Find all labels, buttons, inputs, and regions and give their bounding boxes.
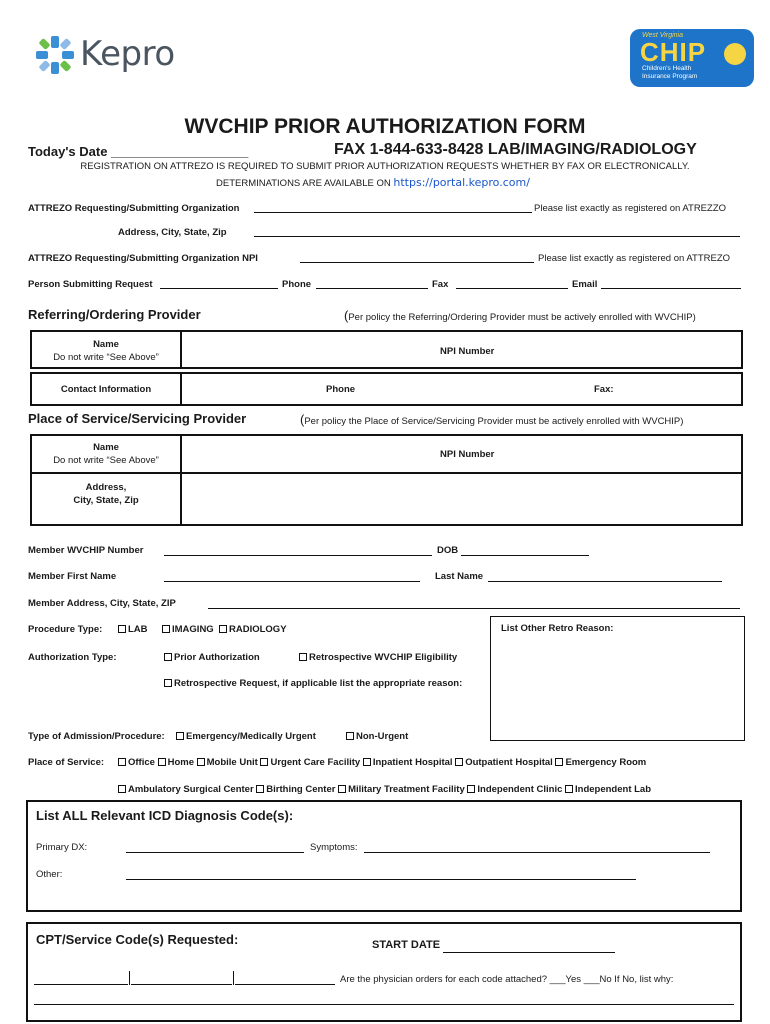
wvchip-logo-smile-icon xyxy=(724,43,746,65)
servicing-policy xyxy=(300,412,683,427)
pos-military-option[interactable] xyxy=(338,784,465,795)
icd-other-label: Other: xyxy=(36,869,63,880)
icd-section xyxy=(26,800,742,912)
icd-primary-field[interactable] xyxy=(126,852,304,853)
servicing-address-cell xyxy=(30,474,182,526)
servicing-npi-label: NPI Number xyxy=(440,449,495,460)
auth-prior-option[interactable] xyxy=(164,652,260,663)
determinations-text: DETERMINATIONS ARE AVAILABLE ON xyxy=(216,178,391,189)
org-address-field[interactable] xyxy=(254,236,740,237)
pos-row-1 xyxy=(118,757,646,768)
inpatient-checkbox-icon[interactable] xyxy=(363,758,371,766)
org-note: Please list exactly as registered on ATREZZO xyxy=(534,203,727,214)
person-phone-label: Phone xyxy=(282,279,312,290)
emergency-label: Emergency/Medically Urgent xyxy=(186,731,316,742)
admission-emergency-option[interactable] xyxy=(176,731,316,742)
servicing-name-note: Do not write “See Above” xyxy=(53,455,159,466)
member-number-label: Member WVCHIP Number xyxy=(28,545,144,556)
member-last-name-label: Last Name xyxy=(435,571,484,582)
member-last-name-field[interactable] xyxy=(488,581,722,582)
cpt-section xyxy=(26,922,742,1022)
servicing-heading: Place of Service/Servicing Provider xyxy=(28,411,247,426)
cpt-start-date-field[interactable] xyxy=(443,952,615,953)
icd-symptoms-label: Symptoms: xyxy=(310,842,358,853)
ind-lab-checkbox-icon[interactable] xyxy=(565,785,573,793)
military-checkbox-icon[interactable] xyxy=(338,785,346,793)
outpatient-label: Outpatient Hospital xyxy=(465,757,553,768)
person-label: Person Submitting Request xyxy=(28,279,153,290)
person-phone-field[interactable] xyxy=(316,288,428,289)
form-title: WVCHIP PRIOR AUTHORIZATION FORM xyxy=(184,115,586,138)
pos-outpatient-option[interactable] xyxy=(455,757,553,768)
member-dob-label: DOB xyxy=(437,545,459,556)
member-address-field[interactable] xyxy=(208,608,740,609)
retro-reason-label: List Other Retro Reason: xyxy=(501,623,614,634)
admission-label: Type of Admission/Procedure: xyxy=(28,731,165,742)
referring-name-cell[interactable] xyxy=(30,330,182,369)
determinations-notice xyxy=(216,176,530,189)
org-npi-note: Please list exactly as registered on ATTREZO xyxy=(538,253,731,264)
referring-name-label: Name xyxy=(93,339,119,350)
pos-office-option[interactable] xyxy=(118,757,155,768)
servicing-address-label1: Address, xyxy=(85,482,127,493)
referring-npi-label: NPI Number xyxy=(440,346,495,357)
outpatient-checkbox-icon[interactable] xyxy=(455,758,463,766)
org-address-label: Address, City, State, Zip xyxy=(118,227,227,238)
urgent-care-checkbox-icon[interactable] xyxy=(260,758,268,766)
referring-npi-cell[interactable] xyxy=(180,330,743,369)
pos-ind-clinic-option[interactable] xyxy=(467,784,562,795)
pos-urgent-care-option[interactable] xyxy=(260,757,360,768)
referring-heading: Referring/Ordering Provider xyxy=(28,307,201,322)
pos-home-option[interactable] xyxy=(158,757,194,768)
military-label: Military Treatment Facility xyxy=(348,784,465,795)
pos-ind-lab-option[interactable] xyxy=(565,784,651,795)
cpt-orders-field[interactable] xyxy=(34,1004,734,1005)
birthing-label: Birthing Center xyxy=(266,784,336,795)
cpt-divider-1 xyxy=(129,971,130,985)
servicing-address-field[interactable] xyxy=(180,474,743,526)
person-email-label: Email xyxy=(572,279,598,290)
servicing-name-label: Name xyxy=(93,442,119,453)
servicing-address-label2: City, State, Zip xyxy=(73,495,139,506)
procedure-type-label: Procedure Type: xyxy=(28,624,103,635)
cpt-code-field-2[interactable] xyxy=(131,984,232,985)
member-first-name-label: Member First Name xyxy=(28,571,117,582)
home-label: Home xyxy=(167,757,194,768)
cpt-heading: CPT/Service Code(s) Requested: xyxy=(36,932,239,947)
kepro-logo-icon xyxy=(34,34,76,76)
retro-reason-box[interactable] xyxy=(490,616,745,741)
procedure-imaging-option[interactable] xyxy=(162,624,214,635)
er-label: Emergency Room xyxy=(565,757,647,768)
retro-request-label: Retrospective Request, if applicable list the appropriate reason: xyxy=(174,678,463,689)
auth-retro-elig-option[interactable] xyxy=(299,652,457,663)
member-number-field[interactable] xyxy=(164,555,432,556)
person-field[interactable] xyxy=(160,288,278,289)
org-field[interactable] xyxy=(254,212,532,213)
kepro-logo xyxy=(34,32,194,80)
non-urgent-label: Non-Urgent xyxy=(356,731,409,742)
ind-lab-label: Independent Lab xyxy=(575,784,652,795)
registration-notice: REGISTRATION ON ATTREZO IS REQUIRED TO SUBMIT PRIOR AUTHORIZATION REQUESTS WHETHER BY FAX OR ELECTRONICALLY. xyxy=(80,161,690,172)
member-dob-field[interactable] xyxy=(461,555,589,556)
non-urgent-checkbox-icon[interactable] xyxy=(346,732,354,740)
retro-elig-label: Retrospective WVCHIP Eligibility xyxy=(309,652,458,663)
person-fax-label: Fax xyxy=(432,279,449,290)
office-checkbox-icon[interactable] xyxy=(118,758,126,766)
ind-clinic-label: Independent Clinic xyxy=(477,784,563,795)
wvchip-logo xyxy=(630,29,754,87)
servicing-npi-cell[interactable] xyxy=(180,434,743,474)
cpt-divider-2 xyxy=(233,971,234,985)
birthing-checkbox-icon[interactable] xyxy=(256,785,264,793)
retro-elig-checkbox-icon[interactable] xyxy=(299,653,307,661)
cpt-start-date-label: START DATE xyxy=(372,939,441,951)
referring-contact-label: Contact Information xyxy=(60,384,152,395)
servicing-policy-text: Per policy the Place of Service/Servicing Provider must be actively enrolled with WVCHIP) xyxy=(304,416,684,427)
admission-non-urgent-option[interactable] xyxy=(346,731,408,742)
icd-heading: List ALL Relevant ICD Diagnosis Code(s): xyxy=(36,808,294,823)
ind-clinic-checkbox-icon[interactable] xyxy=(467,785,475,793)
icd-other-field[interactable] xyxy=(126,879,636,880)
person-fax-field[interactable] xyxy=(456,288,568,289)
org-npi-label: ATTREZO Requesting/Submitting Organization NPI xyxy=(28,253,258,264)
ambulatory-checkbox-icon[interactable] xyxy=(118,785,126,793)
procedure-radiology-option[interactable] xyxy=(219,624,287,635)
auth-type-label: Authorization Type: xyxy=(28,652,117,663)
referring-policy-paren: ( xyxy=(344,308,349,323)
home-checkbox-icon[interactable] xyxy=(158,758,166,766)
pos-ambulatory-option[interactable] xyxy=(118,784,254,795)
imaging-label: IMAGING xyxy=(172,624,214,635)
icd-primary-label: Primary DX: xyxy=(36,842,88,853)
retro-request-checkbox-icon[interactable] xyxy=(164,679,172,687)
prior-auth-label: Prior Authorization xyxy=(174,652,260,663)
ambulatory-label: Ambulatory Surgical Center xyxy=(128,784,254,795)
fax-line: FAX 1-844-633-8428 LAB/IMAGING/RADIOLOGY xyxy=(334,141,697,158)
wvchip-logo-sub2: Insurance Program xyxy=(642,73,698,80)
lab-checkbox-icon[interactable] xyxy=(118,625,126,633)
er-checkbox-icon[interactable] xyxy=(555,758,563,766)
icd-symptoms-field[interactable] xyxy=(364,852,710,853)
prior-auth-checkbox-icon[interactable] xyxy=(164,653,172,661)
pos-inpatient-option[interactable] xyxy=(363,757,453,768)
urgent-care-label: Urgent Care Facility xyxy=(270,757,361,768)
auth-retro-request-option[interactable] xyxy=(164,678,462,689)
servicing-policy-paren: ( xyxy=(300,412,305,427)
emergency-checkbox-icon[interactable] xyxy=(176,732,184,740)
mobile-checkbox-icon[interactable] xyxy=(197,758,205,766)
org-npi-field[interactable] xyxy=(300,262,534,263)
servicing-name-cell[interactable] xyxy=(30,434,182,474)
todays-date[interactable]: Today's Date ___________________ xyxy=(28,144,249,159)
office-label: Office xyxy=(128,757,155,768)
radiology-label: RADIOLOGY xyxy=(229,624,287,635)
pos-er-option[interactable] xyxy=(555,757,646,768)
referring-fax-label: Fax: xyxy=(594,384,614,395)
lab-label: LAB xyxy=(128,624,148,635)
member-first-name-field[interactable] xyxy=(164,581,420,582)
member-address-label: Member Address, City, State, ZIP xyxy=(28,598,176,609)
cpt-orders-question: Are the physician orders for each code attached? ___Yes ___No If No, list why: xyxy=(340,974,674,985)
pos-row-2 xyxy=(118,784,651,795)
referring-phone-label: Phone xyxy=(326,384,356,395)
referring-name-note: Do not write “See Above” xyxy=(53,352,159,363)
wvchip-logo-big: CHIP xyxy=(640,37,707,67)
referring-phone-cell[interactable] xyxy=(180,372,743,406)
person-email-field[interactable] xyxy=(601,288,741,289)
referring-policy-text: Per policy the Referring/Ordering Provider must be actively enrolled with WVCHIP) xyxy=(348,312,696,323)
pos-mobile-option[interactable] xyxy=(197,757,258,768)
portal-link[interactable]: https://portal.kepro.com/ xyxy=(393,176,530,189)
wvchip-logo-top: West Virginia xyxy=(642,32,683,39)
mobile-label: Mobile Unit xyxy=(206,757,258,768)
wvchip-logo-sub1: Children's Health xyxy=(642,65,692,72)
referring-policy xyxy=(344,308,696,323)
org-label: ATTREZO Requesting/Submitting Organization xyxy=(28,203,240,214)
referring-contact-cell xyxy=(30,372,182,406)
inpatient-label: Inpatient Hospital xyxy=(372,757,453,768)
pos-label: Place of Service: xyxy=(28,757,105,768)
pos-birthing-option[interactable] xyxy=(256,784,335,795)
cpt-code-field-1[interactable] xyxy=(34,984,128,985)
cpt-code-field-3[interactable] xyxy=(235,984,335,985)
kepro-logo-text: Kepro xyxy=(80,34,175,74)
procedure-lab-option[interactable] xyxy=(118,624,148,635)
imaging-checkbox-icon[interactable] xyxy=(162,625,170,633)
radiology-checkbox-icon[interactable] xyxy=(219,625,227,633)
